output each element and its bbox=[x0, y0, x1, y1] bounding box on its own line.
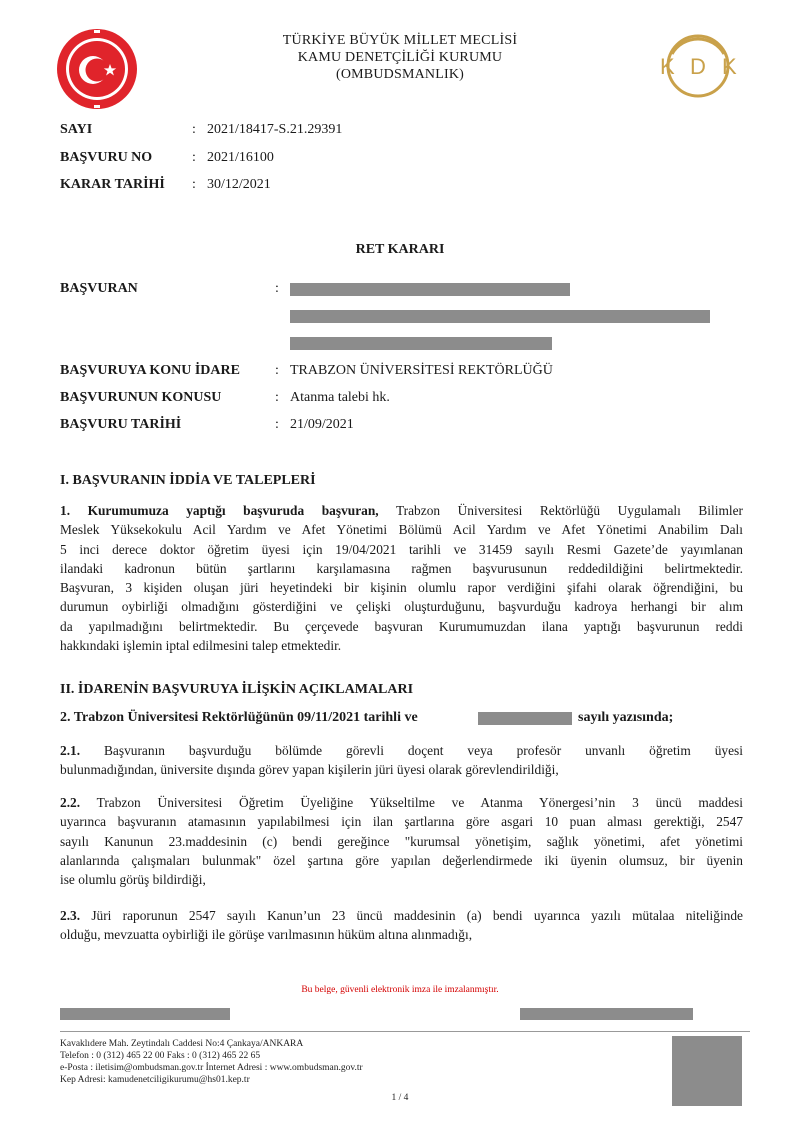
p1-bold-lead: 1. Kurumumuza yaptığı başvuruda başvuran, bbox=[60, 503, 379, 518]
p1-line-7: da yapılmadığını belirtmektedir. Bu çerçevede başvuran Kurumumuzdan ilana yaptığı başvurunun reddi bbox=[60, 618, 743, 634]
footer-divider bbox=[60, 1031, 750, 1032]
p1-line-5: Başvuran, 3 kişiden oluşan jüri heyetindeki bir kişinin olumlu rapor verdiğini şifahi olarak öğrendiğini, bu bbox=[60, 580, 743, 596]
footer-kep: Kep Adresi: kamudenetciligikurumu@hs01.kep.tr bbox=[60, 1075, 250, 1085]
konu-value: Atanma talebi hk. bbox=[290, 390, 390, 405]
redacted-qr-code bbox=[672, 1036, 742, 1106]
p22-line-2: uyarınca başvuranın atamasının yapılabilmesi için ilan şartlarına göre asgari 10 puan alması gerektiği, 2547 bbox=[60, 814, 743, 830]
header-line-1: TÜRKİYE BÜYÜK MİLLET MECLİSİ bbox=[282, 33, 518, 48]
kdk-letter-3: K bbox=[722, 54, 737, 79]
p21-line-2: bulunmadığından, üniversite dışında görev yapan kişilerin jüri üyesi olarak görevlendirildiği, bbox=[60, 762, 559, 778]
tarih-label: BAŞVURU TARİHİ bbox=[60, 417, 182, 432]
karar-tarihi-label: KARAR TARİHİ bbox=[60, 177, 165, 192]
p2-bold-b: sayılı yazısında; bbox=[578, 710, 674, 725]
idare-value: TRABZON ÜNİVERSİTESİ REKTÖRLÜĞÜ bbox=[290, 363, 553, 378]
idare-colon: : bbox=[275, 363, 279, 378]
p23-line-2: olduğu, mevzuatta oybirliği ile görüşe varılmasının hüküm altına alınmadığı, bbox=[60, 927, 473, 943]
redacted-address-line-2 bbox=[290, 337, 552, 350]
basvuru-no-label: BAŞVURU NO bbox=[60, 150, 153, 165]
footer-address: Kavaklıdere Mah. Zeytindalı Caddesi No:4 Çankaya/ANKARA bbox=[60, 1039, 304, 1049]
footer-phone: Telefon : 0 (312) 465 22 00 Faks : 0 (312) 465 22 65 bbox=[60, 1051, 261, 1061]
kdk-letter-2: D bbox=[690, 54, 706, 79]
konu-colon: : bbox=[275, 390, 279, 405]
redacted-address-line-1 bbox=[290, 310, 710, 323]
karar-tarihi-colon: : bbox=[192, 177, 196, 192]
page-number: 1 / 4 bbox=[391, 1093, 409, 1103]
header-line-2: KAMU DENETÇİLİĞİ KURUMU bbox=[297, 50, 503, 65]
p22-line-5: ise olumlu görüş bildirdiği, bbox=[60, 872, 206, 888]
redacted-letter-number bbox=[478, 712, 572, 725]
p1-line-6: durumun oybirliği olmadığını gösterdiğini ve çelişki oluşturduğunu, başvurduğu kadroya herhangi bir alım bbox=[60, 599, 743, 615]
basvuru-no-value: 2021/16100 bbox=[207, 150, 274, 165]
document-title: RET KARARI bbox=[355, 242, 445, 257]
p22-number: 2.2. bbox=[60, 795, 81, 810]
p1-line-2: Meslek Yüksekokulu Acil Yardım ve Afet Yönetimi Bölümü Acil Yardım ve Afet Yönetimi Anabilim Dalı bbox=[60, 522, 743, 538]
sayi-label: SAYI bbox=[60, 122, 93, 137]
section-1-paragraph bbox=[60, 501, 743, 655]
redacted-name bbox=[290, 283, 570, 296]
p1-line-3: 5 inci derece doktor öğretim üyesi için 19/04/2021 tarihli ve 31459 sayılı Resmi Gazete’de yayımlanan bbox=[60, 541, 743, 557]
p22-line-3: sayılı Kanunun 23.maddesinin (c) bendi gereğince "kurumsal yönetişim, sağlık yönetimi, afet yönetimi bbox=[60, 833, 743, 849]
p23-line-1: Jüri raporunun 2547 sayılı Kanun’un 23 üncü maddesinin (a) bendi uyarınca yazılı mütalaa niteliğinde bbox=[80, 908, 743, 923]
p1-line-1: Trabzon Üniversitesi Rektörlüğü Uygulamalı Bilimler bbox=[378, 503, 744, 518]
tarih-value: 21/09/2021 bbox=[290, 417, 354, 432]
footer-contact bbox=[60, 1038, 363, 1086]
header-line-3: (OMBUDSMANLIK) bbox=[335, 67, 465, 82]
paragraph-2-3 bbox=[60, 906, 743, 945]
p2-bold-a: 2. Trabzon Üniversitesi Rektörlüğünün 09/11/2021 tarihli ve bbox=[60, 710, 418, 725]
idare-label: BAŞVURUYA KONU İDARE bbox=[60, 363, 240, 378]
paragraph-2-1 bbox=[60, 741, 743, 780]
redacted-signature-left bbox=[60, 1008, 230, 1020]
p22-line-1: Trabzon Üniversitesi Öğretim Üyeliğine Yükseltilme ve Atanma Yönergesi’nin 3 üncü maddesi bbox=[80, 795, 743, 810]
karar-tarihi-value: 30/12/2021 bbox=[207, 177, 271, 192]
footer-email: e-Posta : iletisim@ombudsman.gov.tr İnternet Adresi : www.ombudsman.gov.tr bbox=[60, 1063, 363, 1073]
basvuran-colon: : bbox=[275, 281, 279, 296]
konu-label: BAŞVURUNUN KONUSU bbox=[60, 390, 222, 405]
basvuran-label: BAŞVURAN bbox=[60, 281, 138, 296]
sayi-value: 2021/18417-S.21.29391 bbox=[207, 122, 343, 137]
section-1-heading: I. BAŞVURANIN İDDİA VE TALEPLERİ bbox=[60, 473, 316, 488]
section-2-heading: II. İDARENİN BAŞVURUYA İLİŞKİN AÇIKLAMALARI bbox=[60, 682, 414, 697]
p21-number: 2.1. bbox=[60, 743, 81, 758]
kdk-letter-1: K bbox=[660, 54, 675, 79]
kdk-logo bbox=[648, 26, 748, 106]
basvuru-no-colon: : bbox=[192, 150, 196, 165]
paragraph-2-2 bbox=[60, 793, 743, 889]
p1-line-4: ilandaki kadronun bütün şartlarını karşılamasına rağmen başvurusunun reddedildiğini belirtmektedir. bbox=[60, 560, 743, 576]
e-signature-note: Bu belge, güvenli elektronik imza ile imzalanmıştır. bbox=[301, 985, 499, 995]
sayi-colon: : bbox=[192, 122, 196, 137]
p21-line-1: Başvuranın başvurduğu bölümde görevli doçent veya profesör unvanlı öğretim üyesi bbox=[80, 743, 743, 758]
p22-line-4: alanlarında çalışmaları bulunmak" özel şartına göre yapılan değerlendirmede iki üyenin olumsuz, bir üyenin bbox=[60, 852, 743, 868]
p1-line-8: hakkındaki işlemin iptal edilmesini talep etmektedir. bbox=[60, 638, 342, 654]
p23-number: 2.3. bbox=[60, 908, 81, 923]
tarih-colon: : bbox=[275, 417, 279, 432]
redacted-signature-right bbox=[520, 1008, 693, 1020]
